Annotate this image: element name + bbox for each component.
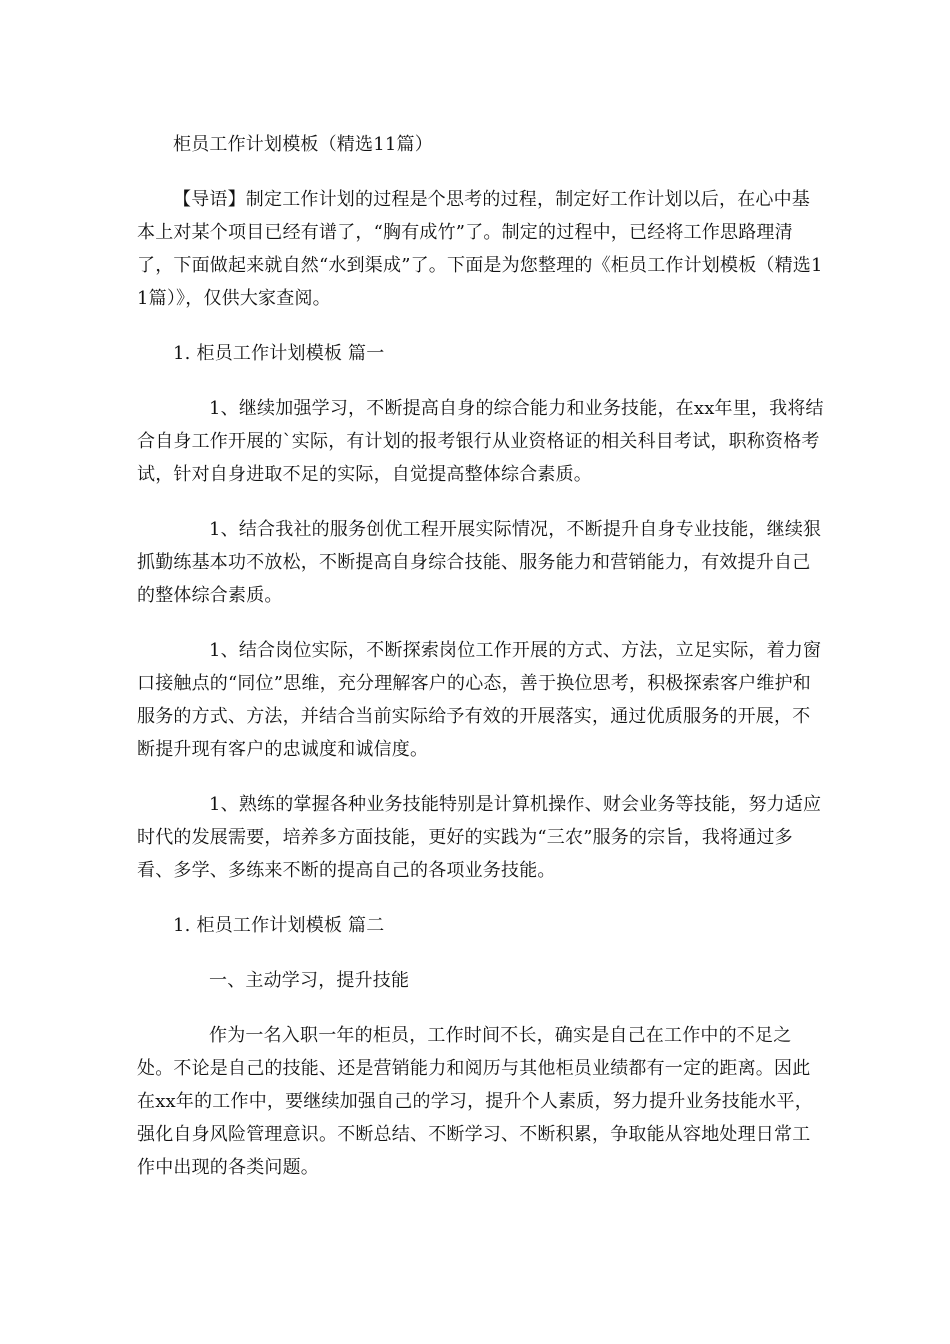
section-1-paragraph-2: 1、结合我社的服务创优工程开展实际情况，不断提升自身专业技能，继续狠抓勤练基本功不放松，不断提高自身综合技能、服务能力和营销能力，有效提升自己的整体综合素质。 [137,519,822,606]
section-2-heading: 1. 柜员工作计划模板 篇二 [173,915,385,936]
section-2-paragraph-1: 作为一名入职一年的柜员，工作时间不长，确实是自己在工作中的不足之处。不论是自己的技能、还是营销能力和阅历与其他柜员业绩都有一定的距离。因此在xx年的工作中，要继续加强自己的学习，提升个人素质，努力提升业务技能水平，强化自身风险管理意识。不断总结、不断学习、不断积累，争取能从容地处理日常工作中出现的各类问题。 [137,1025,813,1178]
intro-paragraph: 【导语】制定工作计划的过程是个思考的过程，制定好工作计划以后，在心中基本上对某个项目已经有谱了，“胸有成竹”了。制定的过程中，已经将工作思路理清了，下面做起来就自然“水到渠成”了。下面是为您整理的《柜员工作计划模板（精选11篇）》，仅供大家查阅。 [137,189,823,309]
document-title: 柜员工作计划模板（精选11篇） [173,134,433,155]
section-1-heading: 1. 柜员工作计划模板 篇一 [173,343,385,364]
section-1-paragraph-3: 1、结合岗位实际，不断探索岗位工作开展的方式、方法，立足实际，着力窗口接触点的“同位”思维，充分理解客户的心态，善于换位思考，积极探索客户维护和服务的方式、方法，并结合当前实际给予有效的开展落实，通过优质服务的开展，不断提升现有客户的忠诚度和诚信度。 [137,640,822,760]
section-1-paragraph-4: 1、熟练的掌握各种业务技能特别是计算机操作、财会业务等技能，努力适应时代的发展需要，培养多方面技能，更好的实践为“三农”服务的宗旨，我将通过多看、多学、多练来不断的提高自己的各项业务技能。 [137,794,822,881]
document-body [137,128,827,1184]
section-2-subheading: 一、主动学习，提升技能 [209,970,410,991]
section-1-paragraph-1: 1、继续加强学习，不断提高自身的综合能力和业务技能，在xx年里，我将结合自身工作开展的`实际，有计划的报考银行从业资格证的相关科目考试，职称资格考试，针对自身进取不足的实际，自觉提高整体综合素质。 [137,398,824,485]
